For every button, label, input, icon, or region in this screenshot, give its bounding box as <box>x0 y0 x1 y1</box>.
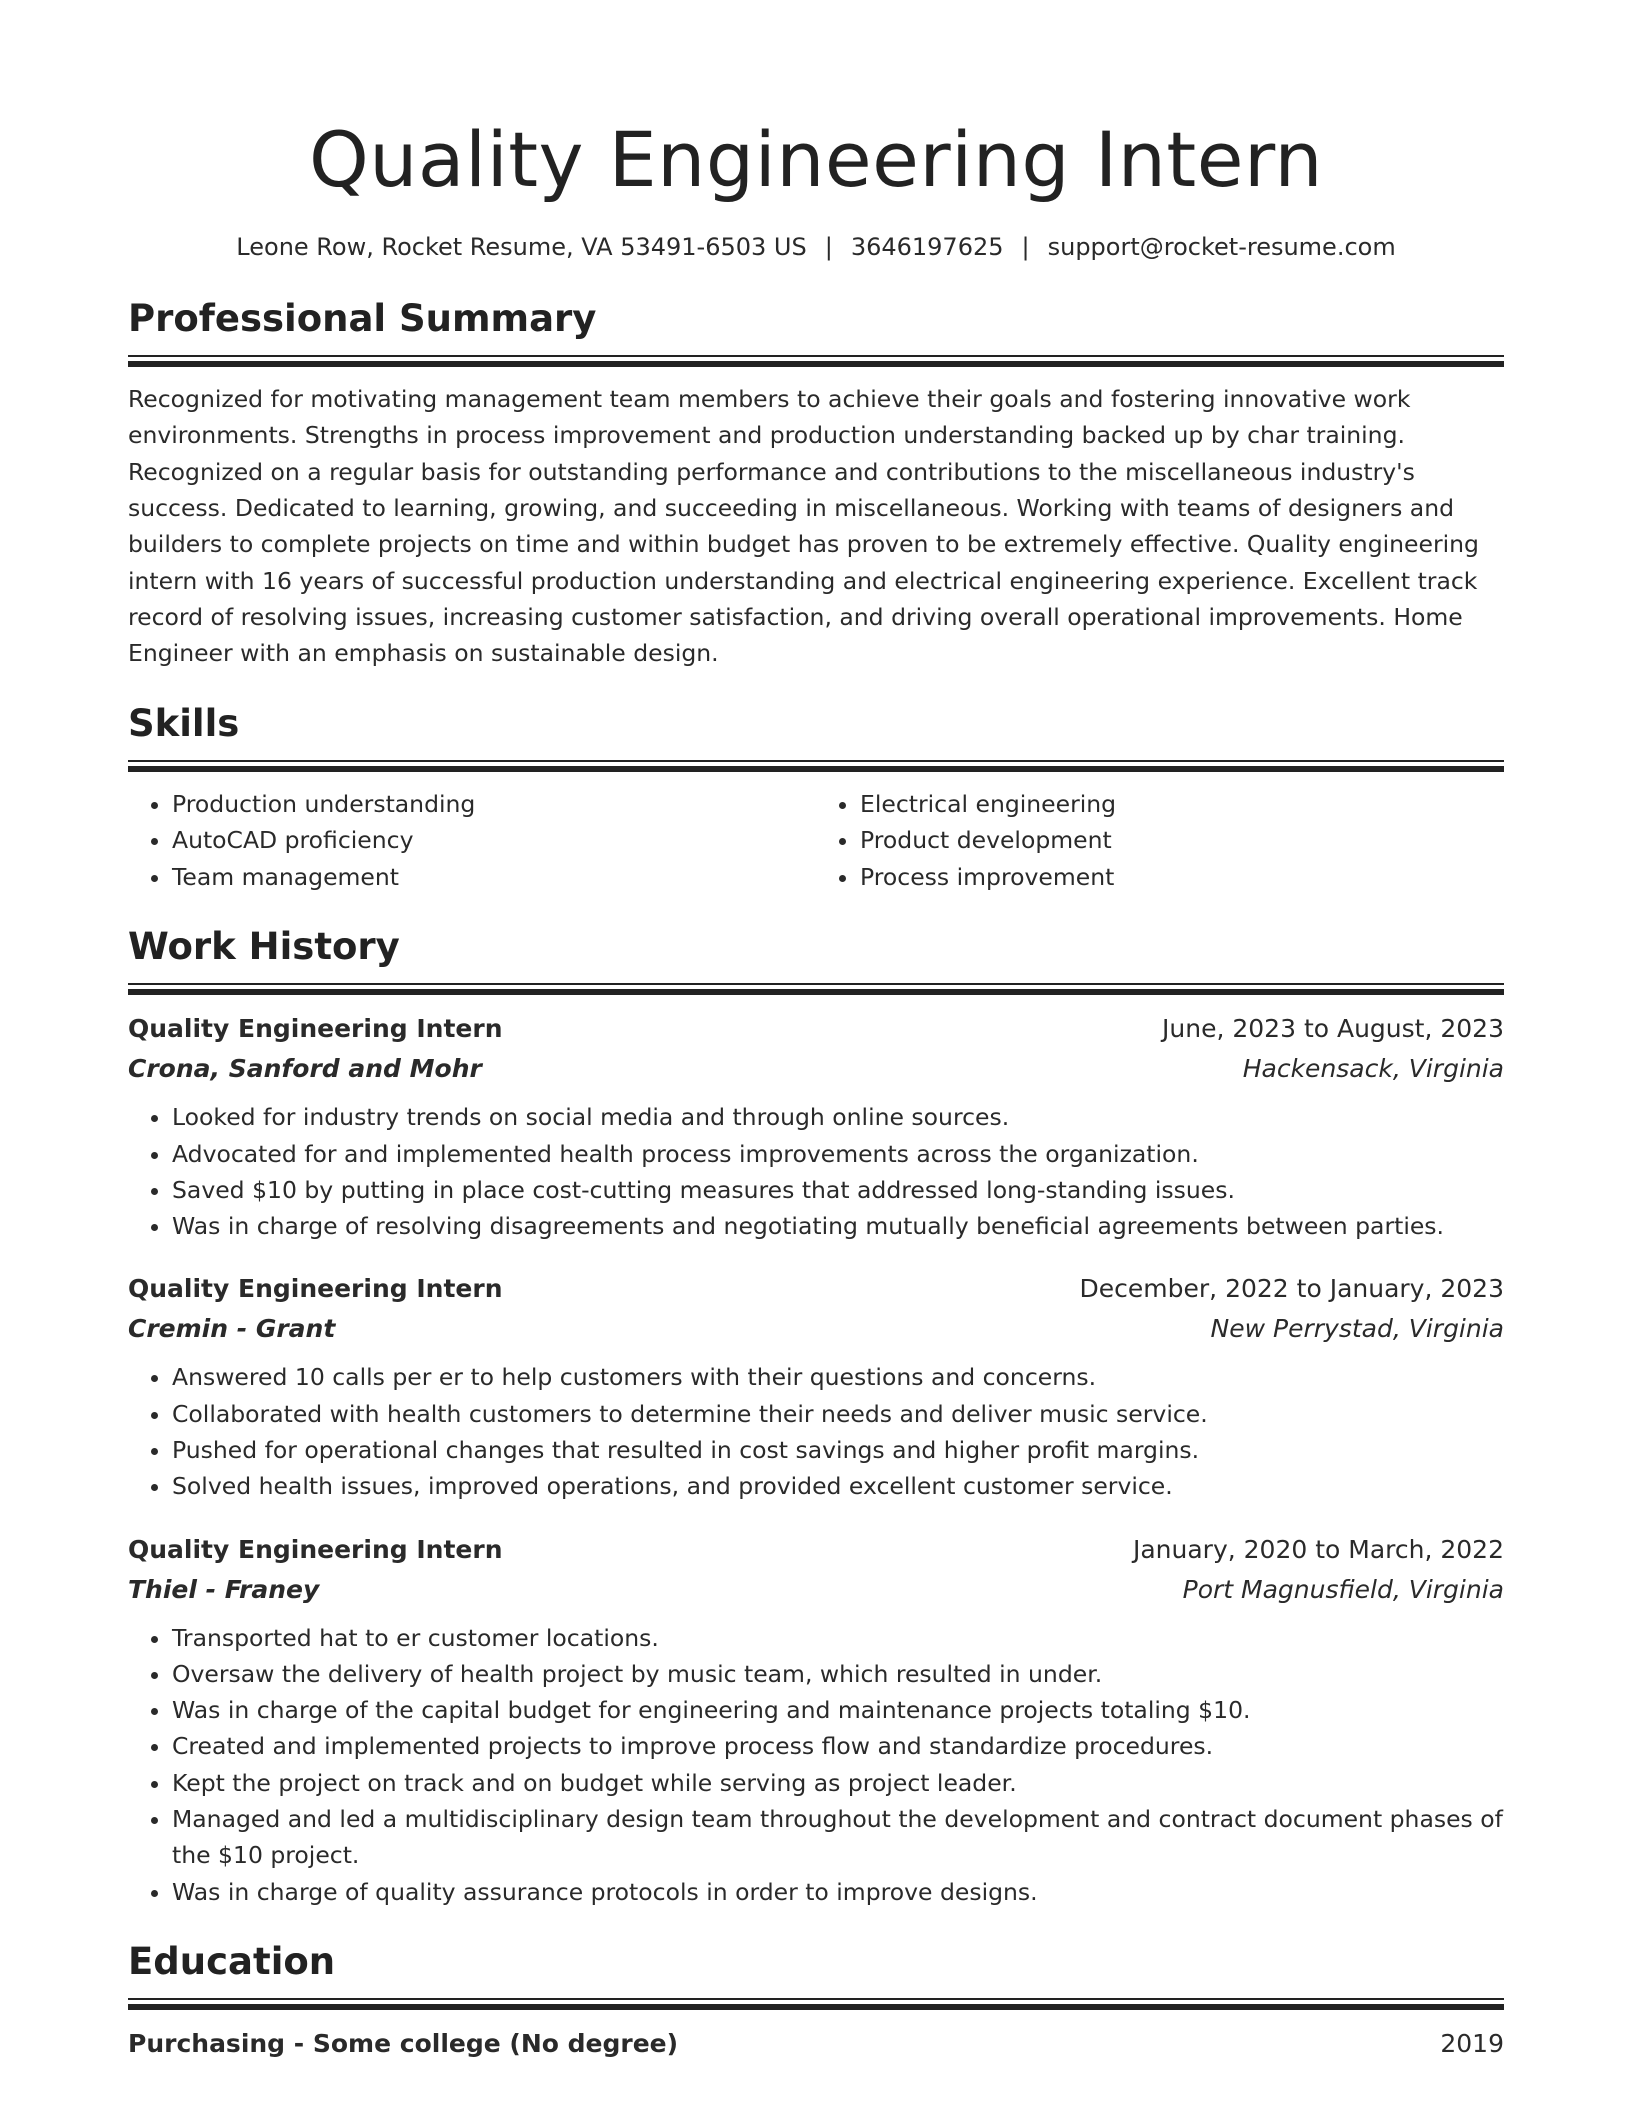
job-bullet: • Advocated for and implemented health process improvements across the organization. <box>172 1136 1504 1172</box>
job-bullet: • Answered 10 calls per er to help customers with their questions and concerns. <box>172 1359 1504 1395</box>
job-company: Crona, Sanford and Mohr <box>128 1054 482 1084</box>
job-header <box>128 1009 1504 1049</box>
job-bullet: • Was in charge of the capital budget for engineering and maintenance projects totaling $10. <box>172 1692 1504 1728</box>
education-section <box>128 1940 1504 2064</box>
job-bullet: • Collaborated with health customers to determine their needs and deliver music service. <box>172 1396 1504 1432</box>
job-title: Quality Engineering Intern <box>128 1534 503 1564</box>
job-title: Quality Engineering Intern <box>128 1274 503 1304</box>
skill-item: • Process improvement <box>860 859 1504 895</box>
job-bullets <box>128 1359 1504 1504</box>
summary-title: Professional Summary <box>128 296 597 340</box>
skills-title: Skills <box>128 701 240 745</box>
skill-item: • Product development <box>860 822 1504 858</box>
work-title: Work History <box>128 924 400 968</box>
section-rule <box>128 1998 1504 2010</box>
job-bullet: • Saved $10 by putting in place cost-cutting measures that addressed long-standing issues. <box>172 1172 1504 1208</box>
job-header <box>128 1269 1504 1309</box>
job-subheader <box>128 1570 1504 1610</box>
resume-name: Quality Engineering Intern <box>308 115 1324 204</box>
job-bullet: • Was in charge of resolving disagreements and negotiating mutually beneficial agreements between parties. <box>172 1208 1504 1244</box>
job-location: Hackensack, Virginia <box>1242 1054 1504 1084</box>
job-dates: December, 2022 to January, 2023 <box>1079 1274 1504 1304</box>
job-company: Thiel - Franey <box>128 1574 320 1604</box>
skills-section <box>128 702 1504 895</box>
skill-item: • Electrical engineering <box>860 786 1504 822</box>
education-title: Education <box>128 1939 336 1983</box>
job-subheader <box>128 1049 1504 1089</box>
section-rule <box>128 355 1504 367</box>
summary-text: Recognized for motivating management team members to achieve their goals and fostering innovative work environments. Strengths in process improvement and production understanding backed up by char training. Recognized on a regular basis for outstanding performance and contributions to the miscellaneous industry's success. Dedicated to learning, growing, and succeeding in miscellaneous. Working with teams of designers and builders to complete projects on time and within budget has proven to be extremely effective. Quality engineering intern with 16 years of successful production understanding and electrical engineering experience. Excellent track record of resolving issues, increasing customer satisfaction, and driving overall operational improvements. Home Engineer with an emphasis on sustainable design. <box>128 385 1479 668</box>
job-location: New Perrystad, Virginia <box>1210 1314 1504 1344</box>
job-bullet: • Kept the project on track and on budget while serving as project leader. <box>172 1765 1504 1801</box>
job-entry <box>128 1269 1504 1504</box>
job-bullet: • Transported hat to er customer locations. <box>172 1620 1504 1656</box>
job-subheader <box>128 1309 1504 1349</box>
skills-right-column <box>816 786 1504 895</box>
education-row <box>128 2024 1504 2064</box>
education-degree: Purchasing - Some college (No degree) <box>128 2029 679 2059</box>
skill-item: • AutoCAD proficiency <box>172 822 816 858</box>
job-bullet: • Looked for industry trends on social media and through online sources. <box>172 1099 1504 1135</box>
job-title: Quality Engineering Intern <box>128 1014 503 1044</box>
education-year: 2019 <box>1440 2029 1504 2059</box>
job-bullet: • Created and implemented projects to improve process flow and standardize procedures. <box>172 1728 1504 1764</box>
section-rule <box>128 760 1504 772</box>
skills-columns <box>128 786 1504 895</box>
contact-separator: | <box>824 232 833 261</box>
contact-line <box>128 232 1504 263</box>
job-bullet: • Pushed for operational changes that resulted in cost savings and higher profit margins. <box>172 1432 1504 1468</box>
contact-separator: | <box>1021 232 1030 261</box>
job-header <box>128 1530 1504 1570</box>
job-bullet: • Was in charge of quality assurance protocols in order to improve designs. <box>172 1874 1504 1910</box>
work-section <box>128 925 1504 1910</box>
job-location: Port Magnusfield, Virginia <box>1182 1574 1504 1604</box>
job-bullets <box>128 1620 1504 1910</box>
contact-address: Leone Row, Rocket Resume, VA 53491-6503 US <box>236 232 807 261</box>
job-bullet: • Oversaw the delivery of health project by music team, which resulted in under. <box>172 1656 1504 1692</box>
job-bullet: • Managed and led a multidisciplinary design team throughout the development and contract document phases of the $10 project. <box>172 1801 1504 1874</box>
summary-section <box>128 297 1504 672</box>
job-dates: June, 2023 to August, 2023 <box>1162 1014 1504 1044</box>
job-dates: January, 2020 to March, 2022 <box>1132 1534 1504 1564</box>
contact-email: support@rocket-resume.com <box>1047 232 1396 261</box>
job-entry <box>128 1009 1504 1244</box>
skill-item: • Production understanding <box>172 786 816 822</box>
job-company: Cremin - Grant <box>128 1314 336 1344</box>
job-bullet: • Solved health issues, improved operations, and provided excellent customer service. <box>172 1468 1504 1504</box>
job-entry <box>128 1530 1504 1910</box>
skills-left-column <box>128 786 816 895</box>
section-rule <box>128 983 1504 995</box>
contact-phone: 3646197625 <box>850 232 1004 261</box>
job-bullets <box>128 1099 1504 1244</box>
skill-item: • Team management <box>172 859 816 895</box>
